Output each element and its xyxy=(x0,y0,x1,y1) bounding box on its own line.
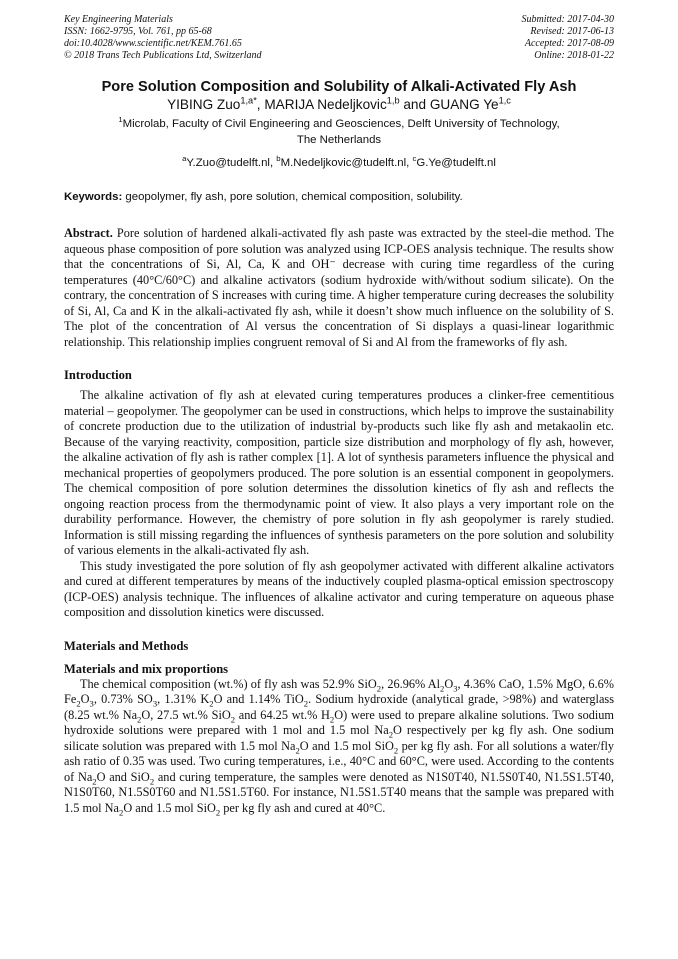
email-link[interactable]: G.Ye@tudelft.nl xyxy=(416,157,496,169)
date-submitted: Submitted: 2017-04-30 xyxy=(521,14,614,25)
affiliation-sup: 1 xyxy=(118,115,123,125)
author-emails: $^a$Y.Zuo@tudelft.nl, $^b$M.Nedeljkovic@tudelft.nl, $^c$G.Ye@tudelft.nl xyxy=(182,154,496,169)
journal-doi[interactable]: doi:10.4028/www.scientific.net/KEM.761.65 xyxy=(64,38,242,49)
keywords-label: Keywords: xyxy=(64,191,123,203)
affiliation-line: The Netherlands xyxy=(296,134,382,146)
email-sup: c xyxy=(412,154,417,164)
affiliation-line: Microlab, Faculty of Civil Engineering and Geosciences, Delft University of Technology, xyxy=(122,118,560,130)
author-name: MARIJA Nedeljkovic xyxy=(264,97,387,112)
date-accepted: Accepted: 2017-08-09 xyxy=(524,38,614,49)
author-list xyxy=(64,97,614,112)
abstract xyxy=(64,226,614,350)
date-online: Online: 2018-01-22 xyxy=(534,50,614,61)
paragraph-mix: The chemical composition (wt.%) of fly ash was 52.9% SiO$_2$, 26.96% $Al_2O_3$, 4.36% CaO, 1.5% MgO, 6.6% $Fe_2O_3$, 0.73% $SO_3$, 1.31% $K_2O$ and 1.14% TiO$_2$. Sodium hydroxide (analytical grade, >98%) and waterglass (8.25 wt.% $Na_2O$, 27.5 wt.% SiO$_2$ and 64.25 wt.% $H_2O$) were used to prepare alkaline solutions. Two sodium hydroxide solutions were prepared with 1 mol and 1.5 mol $Na_2O$ respectively per kg fly ash. One sodium silicate solution was prepared with 1.5 mol $Na_2O$ and 1.5 mol SiO$_2$ per kg fly ash. For all solutions a water/fly ash ratio of 0.35 was used. Two curing temperatures, i.e., 40°C and 60°C, were used. According to the contents of $Na_2O$ and SiO$_2$ and curing temperature, the samples were denoted as N1S0T40, N1.5S0T40, N1.5S1.5T40, N1S0T60, N1.5S0T60 and N1.5S1.5T60. For instance, N1.5S1.5T40 means that the sample was prepared with 1.5 mol $Na_2O$ and 1.5 mol SiO$_2$ per kg fly ash and cured at 40°C. xyxy=(64,676,615,817)
paragraph: This study investigated the pore solution of fly ash geopolymer activated with different alkaline activators and cured at different temperatures by means of the inductively coupled plasma-optical emission spectroscopy (ICP-OES) analysis technique. The influences of alkaline activator and curing temperature on aqueous phase composition and dissolution kinetics were discussed. xyxy=(64,558,614,619)
journal-issn: ISSN: 1662-9795, Vol. 761, pp 65-68 xyxy=(64,26,212,37)
author-name: GUANG Ye xyxy=(429,97,499,112)
journal-info xyxy=(64,14,262,62)
affiliation xyxy=(64,116,614,148)
abstract-text: Pore solution of hardened alkali-activated fly ash paste was extracted by the steel-die method. The aqueous phase composition of pore solution was analyzed using ICP-OES analysis technique. The results show that the concentrations of Si, Al, Ca, K and OH⁻ decrease with curing time regardless of the curing temperatures (40°C/60°C) and alkaline activators (sodium hydroxide with/without sodium silicate). On the contrary, the concentration of S increases with curing time. A higher temperature curing decreases the solubility of Si, Al, Ca and K in the alkali-activated fly ash, while it doesn’t show much influence on the solubility of S. The plot of the concentration of Al versus the concentration of Si displays a quasi-linear logarithmic relationship. This relationship implies congruent removal of Si and Al from the frameworks of fly ash. xyxy=(64,226,614,349)
email-sup: a xyxy=(182,154,187,164)
author-separator: and xyxy=(399,97,430,112)
author-sup: 1,b xyxy=(386,95,400,106)
section-heading-introduction: Introduction xyxy=(64,368,132,382)
author-sup: 1,c xyxy=(498,95,511,106)
section-heading-methods: Materials and Methods xyxy=(64,638,189,653)
publication-dates xyxy=(522,14,615,62)
journal-copyright: © 2018 Trans Tech Publications Ltd, Switzerland xyxy=(64,50,262,61)
author-sup: 1,a* xyxy=(240,95,257,106)
keywords-text: geopolymer, fly ash, pore solution, chemical composition, solubility. xyxy=(122,191,463,203)
email-sup: b xyxy=(276,154,281,164)
journal-header xyxy=(64,14,614,62)
author-separator: , xyxy=(256,97,265,112)
email-link[interactable]: M.Nedeljkovic@tudelft.nl xyxy=(280,157,407,169)
subsection-heading: Materials and mix proportions xyxy=(64,661,229,676)
paragraph: The alkaline activation of fly ash at elevated curing temperatures produces a clinker-free cementitious material – geopolymer. The geopolymer can be used in constructions, which helps to improve the sustainability of concrete production due to the utilization of industrial by-products such like fly ash and metakaolin etc. Because of the varying reactivity, composition, particle size distribution and morphology of fly ash, however, the alkaline activation of fly ash is rather complex [1]. A lot of synthesis parameters influence the physical and mechanical properties of geopolymers produced. The pore solution is an essential component in geopolymers. The chemical composition of pore solution determines the dissolution kinetics of fly ash and reflects the ongoing reaction process from the thermodynamic point of view. It also plays a very important role on the durability performance. However, the chemistry of pore solution in fly ash geopolymer is rarely studied. Information is still missing regarding the influences of synthesis parameters on the pore solution and solubility of various elements in the alkali-activated fly ash. xyxy=(64,388,614,557)
author-name: YIBING Zuo xyxy=(167,97,241,112)
email-link[interactable]: Y.Zuo@tudelft.nl xyxy=(186,157,270,169)
abstract-label: Abstract. xyxy=(64,226,113,240)
date-revised: Revised: 2017-06-13 xyxy=(530,26,614,37)
keywords xyxy=(64,191,614,203)
journal-name: Key Engineering Materials xyxy=(64,14,173,25)
paper-title: Pore Solution Composition and Solubility of Alkali-Activated Fly Ash xyxy=(101,79,577,95)
